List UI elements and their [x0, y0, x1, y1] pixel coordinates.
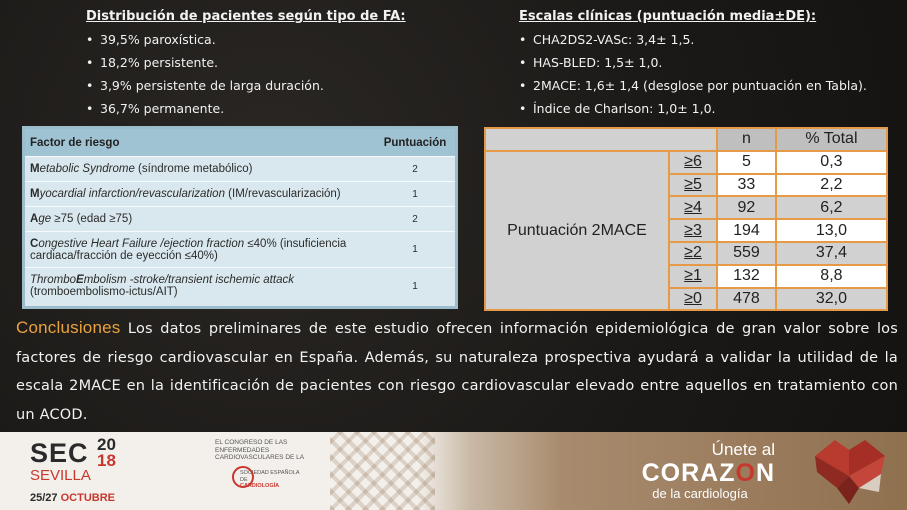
- scale-item: • Índice de Charlson: 1,0± 1,0.: [519, 97, 867, 120]
- risk-factor-table: [22, 126, 458, 309]
- congress-caption: EL CONGRESO DE LAS ENFERMEDADES CARDIOVASCULARES DE LA: [215, 439, 305, 461]
- conclusions-text: Los datos preliminares de este estudio ofrecen información epidemiológica de gran valor sobre los factores de riesgo cardiovascular en España. Además, su naturaleza prospectiva ayudará a validar la utilidad de la escala 2MACE en la identificación de pacientes con riesgo cardiovascular elevado entre aquellos en tratamiento con un ACOD.: [16, 321, 898, 423]
- table-row: Metabolic Syndrome (síndrome metabólico) 2: [25, 156, 455, 181]
- scale-item: • HAS-BLED: 1,5± 1,0.: [519, 51, 867, 74]
- fa-item: • 36,7% permanente.: [86, 97, 406, 120]
- table-row: ThromboEmbolism -stroke/transient ischemic attack (tromboembolismo-ictus/AIT) 1: [25, 267, 455, 304]
- table-row: ≥3 194 13,0: [485, 219, 887, 242]
- footer-banner: [0, 432, 907, 510]
- score: 2: [412, 213, 418, 225]
- row-label: Puntuación 2MACE: [485, 151, 669, 311]
- scale-item: • 2MACE: 1,6± 1,4 (desglose por puntuación en Tabla).: [519, 74, 867, 97]
- table-row: ≥4 92 6,2: [485, 196, 887, 219]
- conclusions-heading: Conclusiones: [16, 318, 121, 337]
- score: 2: [412, 163, 418, 175]
- clinical-scales: [519, 8, 867, 120]
- header-score: Puntuación: [383, 136, 447, 149]
- sec-society-logo: SOCIEDAD ESPAÑOLA DE CARDIOLOGÍA: [240, 470, 300, 490]
- sec-2018-logo: SEC 20 18 SEVILLA 25/27 OCTUBRE: [30, 435, 116, 504]
- fa-item: • 39,5% paroxística.: [86, 28, 406, 51]
- fa-distribution: [86, 8, 406, 120]
- score: 1: [412, 244, 418, 255]
- table-row: ≥1 132 8,8: [485, 265, 887, 288]
- score: 1: [412, 280, 418, 292]
- fa-item: • 3,9% persistente de larga duración.: [86, 74, 406, 97]
- table-row: Congestive Heart Failure /ejection fraction ≤40% (insuficiencia cardiaca/fracción de eyección ≤40%) 1: [25, 231, 455, 267]
- fa-item: • 18,2% persistente.: [86, 51, 406, 74]
- mace-score-table: [484, 127, 888, 311]
- header-pct: % Total: [776, 128, 887, 151]
- table-row: ≥5 33 2,2: [485, 174, 887, 197]
- table-row: Puntuación 2MACE ≥6 5 0,3: [485, 151, 887, 174]
- table-row: ≥2 559 37,4: [485, 242, 887, 265]
- heart-puzzle-icon: [807, 436, 892, 506]
- table-row: Myocardial infarction/revascularization (IM/revascularización) 1: [25, 181, 455, 206]
- unete-slogan: Únete al CORAZON de la cardiología: [641, 440, 775, 501]
- score: 1: [412, 188, 418, 200]
- heart-icon: [232, 466, 254, 488]
- table-row: ≥0 478 32,0: [485, 288, 887, 311]
- mosaic-pattern: [330, 432, 435, 510]
- header-n: n: [717, 128, 776, 151]
- scale-item: • CHA2DS2-VASc: 3,4± 1,5.: [519, 28, 867, 51]
- header-factor: Factor de riesgo: [30, 136, 120, 149]
- fa-title: Distribución de pacientes según tipo de FA:: [86, 9, 406, 24]
- scales-title: Escalas clínicas (puntuación media±DE):: [519, 9, 817, 24]
- risk-table-header: [25, 129, 455, 156]
- table-row: Age ≥75 (edad ≥75) 2: [25, 206, 455, 231]
- conclusions-paragraph: [16, 314, 898, 429]
